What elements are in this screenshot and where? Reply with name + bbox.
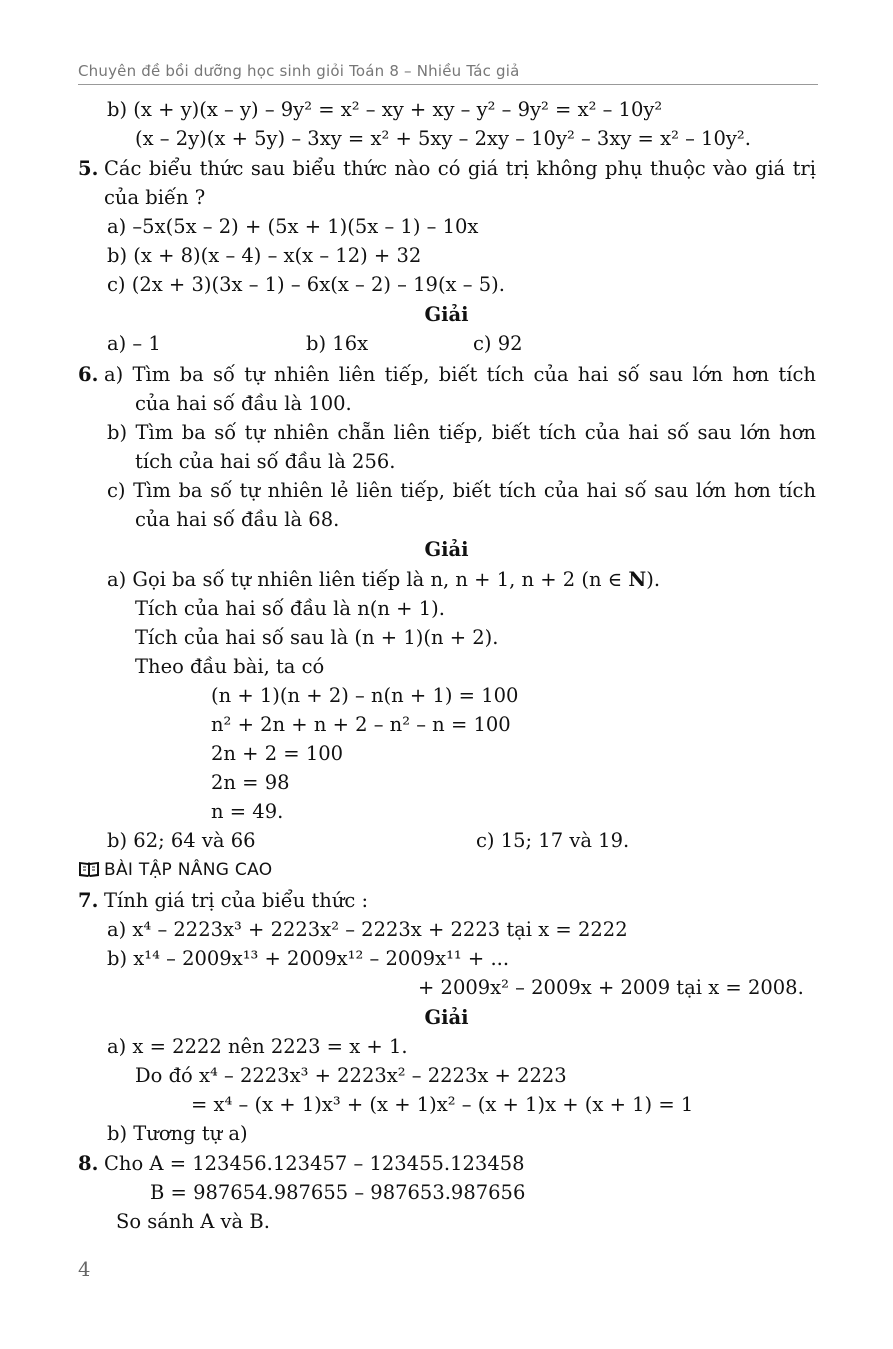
text-line: Các biểu thức sau biểu thức nào có giá trị không phụ thuộc vào giá trị [104, 157, 816, 180]
text-line: a) Tìm ba số tự nhiên liên tiếp, biết tích của hai số sau lớn hơn tích [104, 363, 816, 386]
header-rule [78, 84, 818, 85]
text-line: (x – 2y)(x + 5y) – 3xy = x² + 5xy – 2xy – 10y² – 3xy = x² – 10y². [135, 127, 751, 150]
answer: b) 16x [306, 332, 369, 355]
text-line: b) Tìm ba số tự nhiên chẵn liên tiếp, biết tích của hai số sau lớn hơn [107, 421, 816, 444]
text-line: Tính giá trị của biểu thức : [104, 889, 369, 912]
running-header: Chuyên đề bồi dưỡng học sinh giỏi Toán 8 – Nhiều Tác giả [78, 62, 520, 80]
page-number: 4 [78, 1258, 91, 1281]
equation-line: 2n + 2 = 100 [211, 742, 344, 765]
answer: c) 15; 17 và 19. [476, 829, 630, 852]
book-icon [78, 860, 100, 886]
text-line: b) (x + y)(x – y) – 9y² = x² – xy + xy – y² – 9y² = x² – 10y² [107, 98, 663, 121]
problem-number: 6. [78, 363, 99, 386]
equation-line: 2n = 98 [211, 771, 290, 794]
text-line: Theo đầu bài, ta có [135, 655, 325, 678]
text-line: của biến ? [104, 186, 206, 209]
text-line: của hai số đầu là 68. [135, 508, 340, 531]
text-line: Cho A = 123456.123457 – 123455.123458 [104, 1152, 525, 1175]
problem-number: 5. [78, 157, 99, 180]
text-line: B = 987654.987655 – 987653.987656 [150, 1181, 526, 1204]
text-line: của hai số đầu là 100. [135, 392, 352, 415]
text-line: c) (2x + 3)(3x – 1) – 6x(x – 2) – 19(x – 5). [107, 273, 505, 296]
text-line: a) x⁴ – 2223x³ + 2223x² – 2223x + 2223 tại x = 2222 [107, 918, 628, 941]
solution-heading: Giải [424, 538, 469, 561]
text-line: a) –5x(5x – 2) + (5x + 1)(5x – 1) – 10x [107, 215, 479, 238]
solution-heading: Giải [424, 303, 469, 326]
equation-line: n = 49. [211, 800, 284, 823]
text-line: + 2009x² – 2009x + 2009 tại x = 2008. [418, 976, 804, 999]
answer: b) 62; 64 và 66 [107, 829, 256, 852]
problem-number: 8. [78, 1152, 99, 1175]
text-line: Tích của hai số đầu là n(n + 1). [135, 597, 445, 620]
text-line: a) x = 2222 nên 2223 = x + 1. [107, 1035, 408, 1058]
natural-numbers-symbol: N [628, 568, 647, 591]
answer: a) – 1 [107, 332, 161, 355]
equation-line: n² + 2n + n + 2 – n² – n = 100 [211, 713, 511, 736]
solution-heading: Giải [424, 1006, 469, 1029]
equation-line: (n + 1)(n + 2) – n(n + 1) = 100 [211, 684, 519, 707]
text-line: tích của hai số đầu là 256. [135, 450, 396, 473]
text-line: Tích của hai số sau là (n + 1)(n + 2). [135, 626, 499, 649]
text-line: c) Tìm ba số tự nhiên lẻ liên tiếp, biết tích của hai số sau lớn hơn tích [107, 479, 816, 502]
equation-line: = x⁴ – (x + 1)x³ + (x + 1)x² – (x + 1)x + (x + 1) = 1 [191, 1093, 694, 1116]
text-line: b) x¹⁴ – 2009x¹³ + 2009x¹² – 2009x¹¹ + ... [107, 947, 510, 970]
text-line: So sánh A và B. [116, 1210, 270, 1233]
text-line: b) (x + 8)(x – 4) – x(x – 12) + 32 [107, 244, 422, 267]
text-line: b) Tương tự a) [107, 1122, 248, 1145]
answer: c) 92 [473, 332, 523, 355]
text-line: a) Gọi ba số tự nhiên liên tiếp là n, n + 1, n + 2 (n ∈ N). [107, 568, 661, 591]
section-heading [78, 857, 272, 886]
section-title: BÀI TẬP NÂNG CAO [104, 860, 273, 880]
problem-number: 7. [78, 889, 99, 912]
text-line: Do đó x⁴ – 2223x³ + 2223x² – 2223x + 2223 [135, 1064, 567, 1087]
